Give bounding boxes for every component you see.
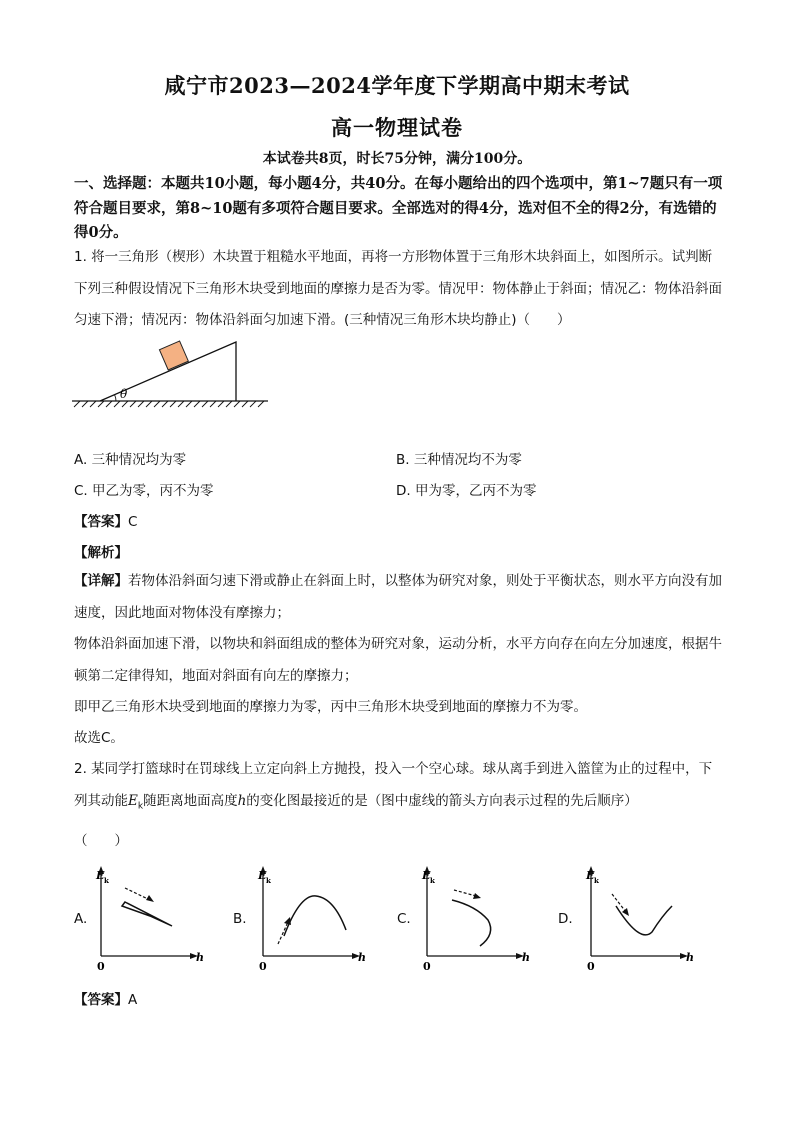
section-one-instructions: 一、选择题：本题共10小题，每小题4分，共40分。在每小题给出的四个选项中，第1~7题只有一项符合题目要求，第8~10题有多项符合题目要求。全部选对的得4分，选对但不全的得2分，有选错的得0分。 <box>74 175 723 241</box>
q1-analysis-label: 【解析】 <box>74 545 128 561</box>
axis-x-label: h <box>686 951 694 964</box>
q2-ek-sub: k <box>137 801 144 812</box>
q2-stem-part3: 的变化图最接近的是（图中虚线的箭头方向表示过程的先后顺序） <box>246 792 638 809</box>
q2-stem-part2: 随距离地面高度 <box>143 792 238 809</box>
q2-stem <box>74 754 724 823</box>
origin-label: 0 <box>587 960 595 973</box>
exam-meta: 本试卷共8页，时长75分钟，满分100分。 <box>262 151 532 167</box>
axis-y-sub: k <box>104 876 109 885</box>
q1-detail-p1 <box>74 566 724 629</box>
q2-graph-a <box>92 864 212 974</box>
q2-answer-label: 【答案】 <box>74 992 128 1008</box>
q2-answer <box>74 988 137 1008</box>
q2-bracket: （ ） <box>74 833 128 849</box>
q1-option-c: C. 甲乙为零，丙不为零 <box>74 483 214 499</box>
q1-option-b: B. 三种情况均不为零 <box>396 452 522 468</box>
ground-hatch <box>74 401 264 407</box>
q2-h-symbol: h <box>237 792 247 809</box>
direction-arrow <box>454 890 476 896</box>
axis-x-label: h <box>358 951 366 964</box>
direction-arrow <box>125 888 150 900</box>
q1-option-d: D. 甲为零，乙丙不为零 <box>396 483 537 499</box>
q2-stem-part1: 2. 某同学打篮球时在罚球线上立定向斜上方抛投，投入一个空心球。球从离手到进入篮筐为止的过程中，下列其动能 <box>74 761 713 809</box>
axis-y-label: E <box>96 869 105 882</box>
axis-y-label: E <box>422 869 431 882</box>
q1-answer-value: C <box>128 514 138 530</box>
curve <box>452 900 491 946</box>
q1-answer-label: 【答案】 <box>74 514 128 530</box>
curve <box>122 902 172 926</box>
axis-y-label: E <box>258 869 267 882</box>
axis-y-label: E <box>586 869 595 882</box>
axis-y-sub: k <box>594 876 599 885</box>
origin-label: 0 <box>259 960 267 973</box>
q2-answer-value: A <box>128 992 138 1008</box>
q2-graph-b <box>254 864 374 974</box>
q2-graph-c-label: C. <box>397 911 411 927</box>
exam-subtitle: 高一物理试卷 <box>331 115 463 140</box>
q2-graph-d-label: D. <box>558 911 573 927</box>
q1-incline-figure <box>70 336 275 412</box>
q2-ek-symbol: E <box>128 792 138 809</box>
axis-x-label: h <box>522 951 530 964</box>
exam-title: 咸宁市2023—2024学年度下学期高中期末考试 <box>164 73 630 98</box>
angle-label: θ <box>120 387 128 401</box>
q1-option-a: A. 三种情况均为零 <box>74 452 187 468</box>
q1-analysis <box>74 541 128 561</box>
q1-detail-p3: 即甲乙三角形木块受到地面的摩擦力为零，丙中三角形木块受到地面的摩擦力不为零。 <box>74 699 587 715</box>
q2-graph-a-label: A. <box>74 911 88 927</box>
origin-label: 0 <box>97 960 105 973</box>
origin-label: 0 <box>423 960 431 973</box>
q1-stem: 1. 将一三角形（楔形）木块置于粗糙水平地面，再将一方形物体置于三角形木块斜面上，如图所示。试判断下列三种假设情况下三角形木块受到地面的摩擦力是否为零。情况甲：物体静止于斜面；情况乙：物体沿斜面匀速下滑；情况丙：物体沿斜面匀加速下滑。(三种情况三角形木块均静止)（ ） <box>74 249 722 328</box>
axis-x-label: h <box>196 951 204 964</box>
q2-graph-c <box>418 864 538 974</box>
direction-arrow <box>278 922 288 944</box>
q1-detail-p1-text: 若物体沿斜面匀速下滑或静止在斜面上时，以整体为研究对象，则处于平衡状态，则水平方向没有加速度，因此地面对物体没有摩擦力； <box>74 573 722 621</box>
q1-detail-p2: 物体沿斜面加速下滑，以物块和斜面组成的整体为研究对象，运动分析，水平方向存在向左分加速度，根据牛顿第二定律得知，地面对斜面有向左的摩擦力； <box>74 636 722 684</box>
q2-graph-b-label: B. <box>233 911 247 927</box>
curve <box>284 896 346 936</box>
q2-graph-d <box>582 864 702 974</box>
angle-arc <box>115 395 116 401</box>
q1-detail-label: 【详解】 <box>74 573 128 589</box>
axis-y-sub: k <box>430 876 435 885</box>
axis-y-sub: k <box>266 876 271 885</box>
q1-conclusion: 故选C。 <box>74 730 124 746</box>
block <box>159 341 188 370</box>
q1-answer <box>74 510 137 530</box>
